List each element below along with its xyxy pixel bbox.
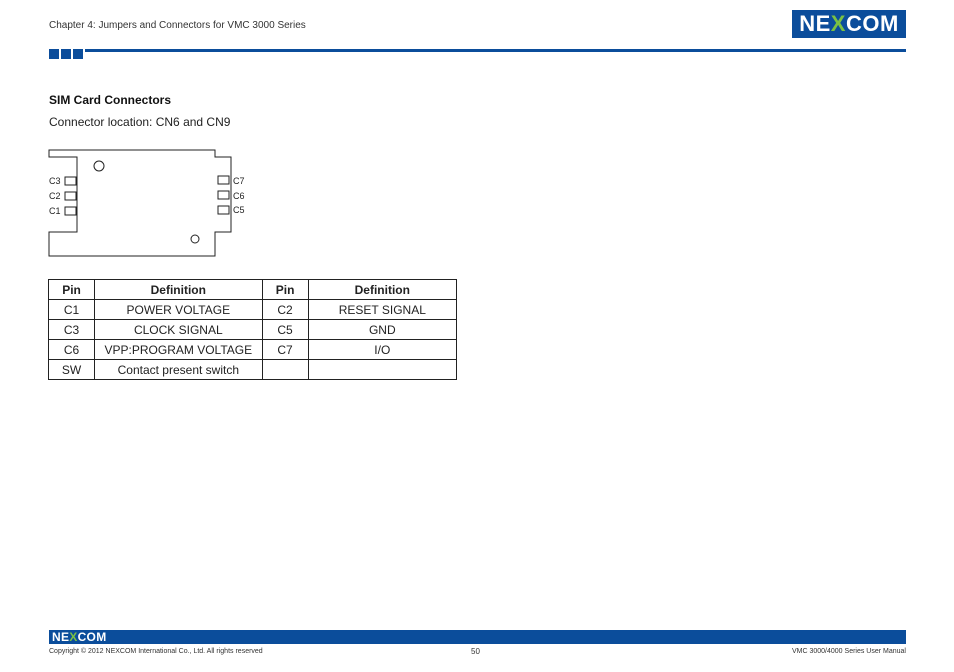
table-cell: I/O xyxy=(308,340,456,360)
header-square-1 xyxy=(49,49,59,59)
sim-connector-diagram xyxy=(40,144,250,260)
table-cell: C3 xyxy=(49,320,95,340)
left-pin-group xyxy=(49,176,76,216)
table-cell: GND xyxy=(308,320,456,340)
pin-label-c1: C1 xyxy=(49,206,61,216)
pin-label-c7: C7 xyxy=(233,176,245,186)
page-number: 50 xyxy=(471,647,480,656)
alignment-hole-top xyxy=(94,161,104,171)
table-cell: C1 xyxy=(49,300,95,320)
chapter-title: Chapter 4: Jumpers and Connectors for VMC 3000 Series xyxy=(49,20,306,31)
pin-pad-c1 xyxy=(65,207,76,215)
table-row xyxy=(49,320,457,340)
copyright-text: Copyright © 2012 NEXCOM International Co., Ltd. All rights reserved xyxy=(49,648,263,655)
nexcom-logo-text: NE X COM xyxy=(799,11,899,36)
table-cell xyxy=(262,360,308,380)
pin-label-c5: C5 xyxy=(233,205,245,215)
pin-pad-c6 xyxy=(218,191,229,199)
header-rule xyxy=(85,49,906,52)
alignment-hole-bottom xyxy=(191,235,199,243)
pin-definition-table xyxy=(48,279,457,380)
table-row xyxy=(49,360,457,380)
manual-title: VMC 3000/4000 Series User Manual xyxy=(791,648,906,655)
pin-pad-c5 xyxy=(218,206,229,214)
table-cell: POWER VOLTAGE xyxy=(95,300,262,320)
pin-pad-c3 xyxy=(65,177,76,185)
footer-nexcom-logo: NEXCOM xyxy=(52,630,107,644)
connector-outline xyxy=(49,150,231,256)
header-square-3 xyxy=(73,49,83,59)
table-cell xyxy=(308,360,456,380)
pin-label-c6: C6 xyxy=(233,191,245,201)
table-cell: C7 xyxy=(262,340,308,360)
header-pin-2: Pin xyxy=(262,280,308,300)
table-cell: RESET SIGNAL xyxy=(308,300,456,320)
pin-pad-c2 xyxy=(65,192,76,200)
header-definition-2: Definition xyxy=(308,280,456,300)
pin-label-c2: C2 xyxy=(49,191,61,201)
pin-pad-c7 xyxy=(218,176,229,184)
table-cell: CLOCK SIGNAL xyxy=(95,320,262,340)
table-row xyxy=(49,340,457,360)
header-square-2 xyxy=(61,49,71,59)
table-cell: Contact present switch xyxy=(95,360,262,380)
table-cell: C2 xyxy=(262,300,308,320)
footer-bar xyxy=(49,630,906,644)
section-title: SIM Card Connectors xyxy=(49,93,172,107)
table-cell: C6 xyxy=(49,340,95,360)
table-header-row xyxy=(49,280,457,300)
table-cell: SW xyxy=(49,360,95,380)
header-definition: Definition xyxy=(95,280,262,300)
header-pin: Pin xyxy=(49,280,95,300)
nexcom-logo xyxy=(792,10,906,38)
table-row xyxy=(49,300,457,320)
table-cell: C5 xyxy=(262,320,308,340)
pin-label-c3: C3 xyxy=(49,176,61,186)
table-cell: VPP:PROGRAM VOLTAGE xyxy=(95,340,262,360)
connector-location: Connector location: CN6 and CN9 xyxy=(49,115,231,129)
